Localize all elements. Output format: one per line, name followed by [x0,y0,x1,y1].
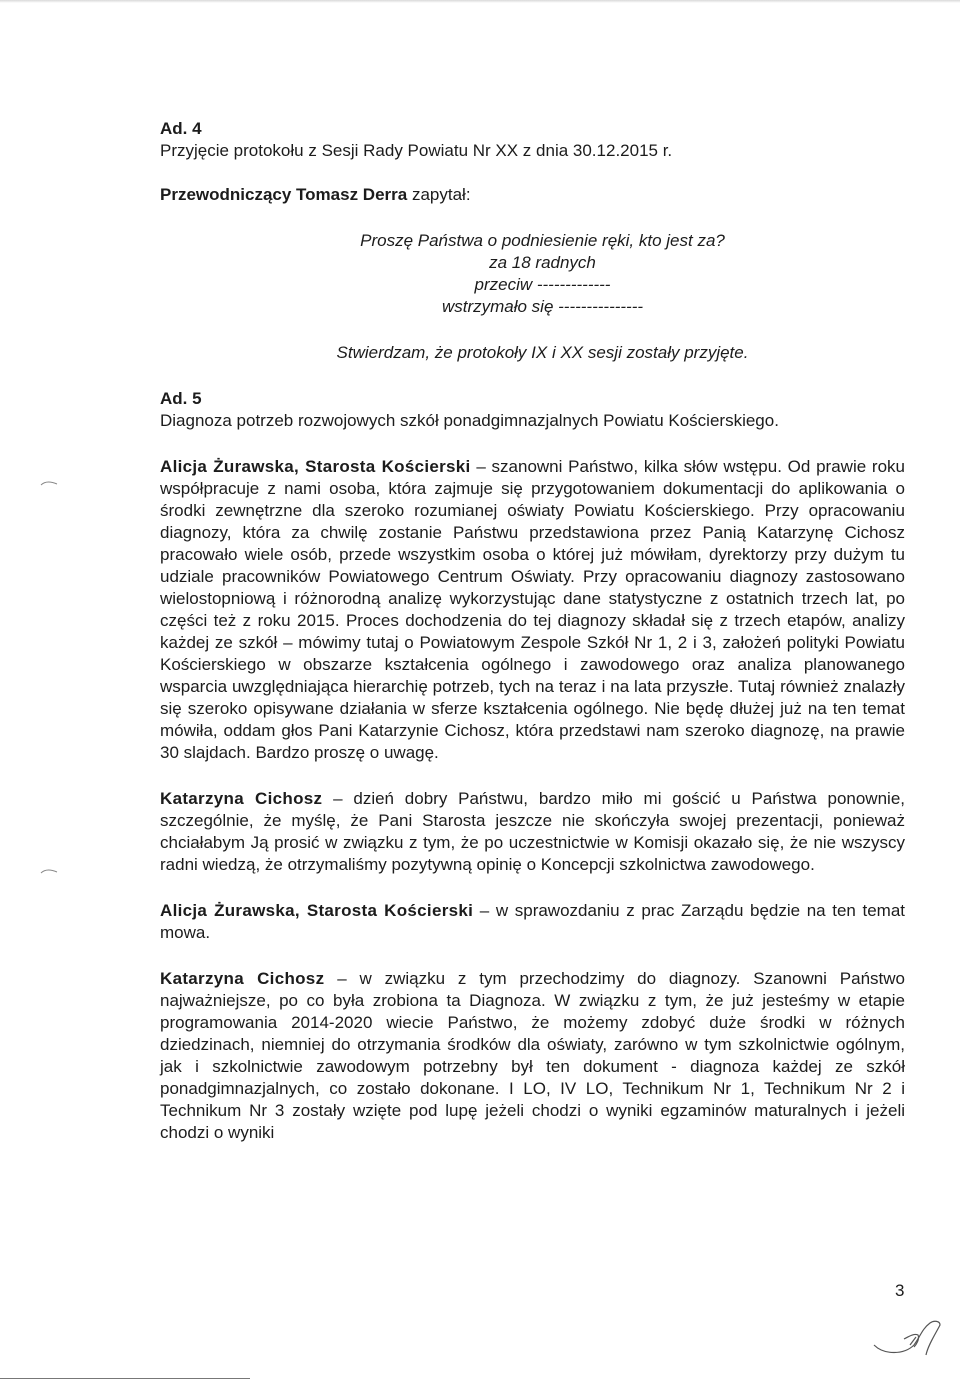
page-number: 3 [895,1281,905,1300]
agenda-item-5-title: Ad. 5 [160,389,202,408]
margin-tick [40,868,58,874]
statement-paragraph [160,900,905,944]
speaker-name: Alicja Żurawska, Starosta Kościerski [160,901,474,920]
vote-abstain: wstrzymało się --------------- [441,297,644,316]
statement-text: – szanowni Państwo, kilka słów wstępu. Od prawie roku współpracuje z nami osoba, która zajmuje się przygotowaniem dokumentacji do aplikowania o środki zewnętrzne dla szeroko rozumianej oświaty Powiatu Kościerskiego. Przy opracowaniu diagnozy, która za chwilę zostanie Państwu przedstawiona przez Panią Katarzynę Cichosz pracowało wiele osób, przede wszystkim osoba o której już mówiłam, dyrektorzy przy dużym tu udziale pracowników Powiatowego Centrum Oświaty. Przy opracowaniu diagnozy zastosowano wielostopniową i różnorodną analizę wykorzystując dane statystyczne z ostatnich trzech lat, po części też z roku 2015. Proces dochodzenia do tej diagnozy składał się z trzech etapów, analizy każdej ze szkół – mówimy tutaj o Powiatowym Zespole Szkół Nr 1, 2 i 3, założeń polityki Powiatu Kościerskiego w obszarze kształcenia ogólnego i zawodowego oraz analiza planowanego wsparcia uwzględniająca hierarchię potrzeb, tych na teraz i na lata przyszłe. Tutaj również znalazły się szeroko opisywane działania w sferze kształcenia ogólnego. Nie będę dłużej już na ten temat mówiła, oddam głos Pani Katarzynie Cichosz, która przedstawi nam szeroko diagnozę, na prawie 30 slajdach. Bardzo proszę o uwagę. [160,457,905,762]
speaker-name: Katarzyna Cichosz [160,969,325,988]
vote-for: za 18 radnych [489,253,596,272]
vote-conclusion: Stwierdzam, że protokoły IX i XX sesji zostały przyjęte. [336,343,749,362]
speaker-name: Katarzyna Cichosz [160,789,323,808]
statement-text: – dzień dobry Państwu, bardzo miło mi gościć u Państwa ponownie, szczególnie, że myślę, że Pani Starosta jeszcze nie skończyła swojej prezentacji, ponieważ chciałabym Ją prosić w związku z tym, że po uczestnictwie w Komisji okazało się, że nie wszyscy radni wiedzą, że otrzymaliśmy pozytywną opinię o Koncepcji szkolnictwa zawodowego. [160,789,905,874]
margin-tick [40,480,58,486]
handwritten-initials [870,1315,950,1360]
agenda-item-4-subtitle: Przyjęcie protokołu z Sesji Rady Powiatu Nr XX z dnia 30.12.2015 r. [160,141,673,160]
document-body [160,118,905,1144]
statement-text: – w związku z tym przechodzimy do diagnozy. Szanowni Państwo najważniejsze, po co była zrobiona ta Diagnoza. W związku z tym, że już jesteśmy w etapie programowania 2014-2020 wiecie Państwo, że możemy zdobyć duże środki w różnych dziedzinach, niemniej do otrzymania środków dla oświaty, zarówno w tym szkolnictwie ogólnym, jak i szkolnictwie zawodowym potrzebny był ten dokument - diagnoza każdej ze szkół ponadgimnazjalnych, co zostało dokonane. I LO, IV LO, Technikum Nr 1, Technikum Nr 2 i Technikum Nr 3 zostały wzięte pod lupę jeżeli chodzi o wyniki egzaminów maturalnych i jeżeli chodzi o wyniki [160,969,905,1142]
speaker-verb: zapytał: [407,185,471,204]
chair-question [160,184,905,206]
statement-paragraph [160,968,905,1144]
scan-edge [0,1378,250,1379]
statement-paragraph [160,456,905,764]
vote-question: Proszę Państwa o podniesienie ręki, kto jest za? [360,231,725,250]
agenda-item-4-title: Ad. 4 [160,119,202,138]
vote-result [160,230,905,364]
speaker-name: Alicja Żurawska, Starosta Kościerski [160,457,471,476]
statement-text: – w sprawozdaniu z prac Zarządu będzie na ten temat mowa. [160,901,906,942]
statement-paragraph [160,788,905,876]
vote-against: przeciw ------------- [474,275,611,294]
speaker-name: Przewodniczący Tomasz Derra [160,185,408,204]
scan-edge [0,0,960,3]
agenda-item-5-subtitle: Diagnoza potrzeb rozwojowych szkół ponadgimnazjalnych Powiatu Kościerskiego. [160,411,779,430]
